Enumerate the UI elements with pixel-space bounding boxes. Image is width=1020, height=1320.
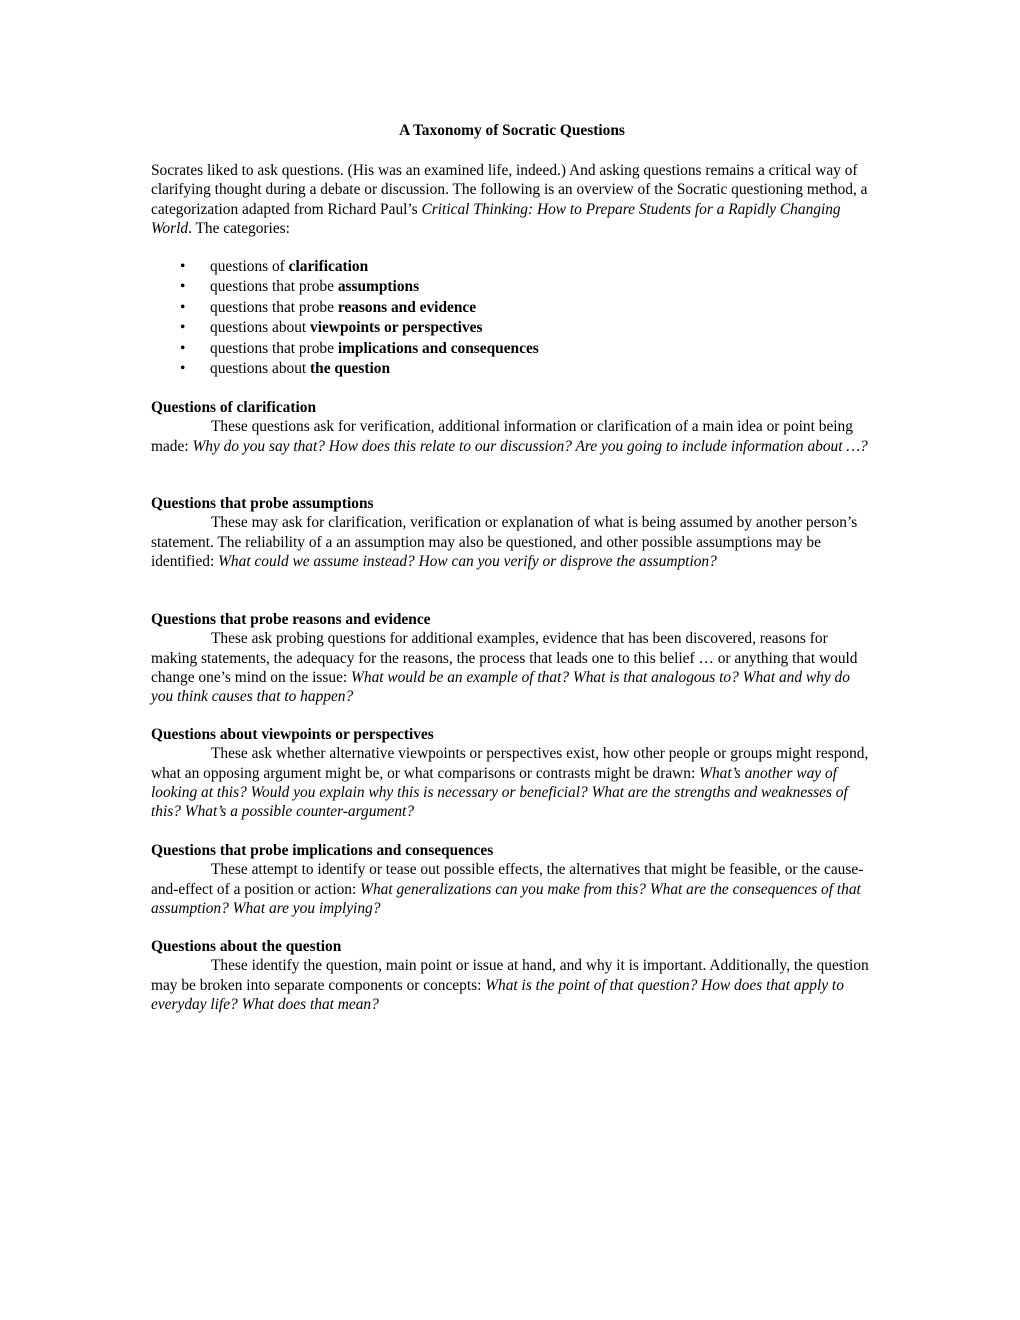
bullet-icon: • (180, 359, 186, 377)
section-examples: What’s another way of looking at this? Would you explain why this is necessary or beneficial? What are the strengths and weaknesses of this? What’s a possible counter-argument? (151, 764, 848, 821)
list-item-emphasis: assumptions (337, 278, 420, 296)
section-heading: Questions that probe implications and consequences (151, 842, 494, 859)
section-body (151, 417, 873, 456)
intro-text: Socrates liked to ask questions. (His was an examined life, indeed.) And asking questions remains a critical way of clarifying thought during a debate or discussion. The following is an overview of the Socratic questioning method, a categorization adapted from Richard Paul’s (151, 162, 868, 218)
bullet-icon: • (180, 258, 186, 275)
category-list (151, 257, 873, 379)
section-examples: What could we assume instead? How can you verify or disprove the assumption? (218, 552, 717, 570)
list-item-prefix: questions about (210, 359, 311, 377)
list-item-emphasis: viewpoints or perspectives (310, 319, 483, 337)
list-item (151, 359, 873, 379)
section-body (151, 860, 873, 918)
section-text: These ask probing questions for additional examples, evidence that has been discovered, reasons for making statements, the adequacy for the reasons, the process that leads one to this belief … or anything that would change one’s mind on the issue: (151, 630, 858, 686)
section-heading: Questions of clarification (151, 399, 317, 416)
bullet-icon: • (180, 319, 186, 337)
book-title: Critical Thinking: How to Prepare Students for a Rapidly Changing World (151, 200, 841, 237)
section-body (151, 956, 873, 1014)
list-item (151, 298, 873, 318)
intro-ending: . The categories: (188, 219, 290, 237)
section-viewpoints (151, 725, 873, 821)
section-body (151, 744, 873, 821)
section-body (151, 629, 873, 706)
list-item-emphasis: reasons and evidence (337, 298, 477, 316)
list-item-emphasis: implications and consequences (337, 339, 539, 357)
section-heading: Questions about the question (151, 938, 342, 955)
section-body (151, 513, 873, 571)
section-clarification (151, 398, 873, 456)
section-text: These attempt to identify or tease out possible effects, the alternatives that might be feasible, or the cause-and-effect of a position or action: (151, 861, 864, 898)
list-item-prefix: questions about (210, 319, 311, 337)
bullet-icon: • (180, 298, 186, 316)
section-heading: Questions that probe reasons and evidence (151, 611, 431, 628)
section-examples: What generalizations can you make from this? What are the consequences of that assumption? What are you implying? (151, 880, 861, 917)
bullet-icon: • (180, 278, 186, 296)
list-item-emphasis: clarification (288, 258, 369, 275)
section-examples: What would be an example of that? What is that analogous to? What and why do you think causes that to happen? (151, 668, 850, 706)
list-item (151, 339, 873, 359)
section-implications (151, 841, 873, 918)
section-heading: Questions about viewpoints or perspectives (151, 726, 434, 743)
section-assumptions (151, 494, 873, 571)
section-examples: Why do you say that? How does this relate to our discussion? Are you going to include information about …? (192, 437, 868, 455)
list-item-prefix: questions that probe (210, 278, 338, 296)
bullet-icon: • (180, 339, 186, 357)
document-title: A Taxonomy of Socratic Questions (399, 122, 625, 139)
intro-paragraph (151, 161, 873, 238)
section-text: These may ask for clarification, verification or explanation of what is being assumed by another person’s statement. The reliability of a an assumption may also be questioned, and other possible assumptions may be identified: (151, 514, 858, 570)
list-item-prefix: questions that probe (210, 298, 338, 316)
section-text: These questions ask for verification, additional information or clarification of a main idea or point being made: (151, 418, 853, 455)
section-question (151, 937, 873, 1014)
list-item-prefix: questions of (210, 258, 289, 275)
section-examples: What is the point of that question? How does that apply to everyday life? What does that mean? (151, 976, 844, 1013)
list-item (151, 257, 873, 277)
list-item (151, 318, 873, 338)
section-heading: Questions that probe assumptions (151, 495, 374, 512)
list-item-emphasis: the question (310, 359, 391, 377)
section-reasons-evidence (151, 610, 873, 706)
section-text: These identify the question, main point or issue at hand, and why it is important. Additionally, the question may be broken into separate components or concepts: (151, 957, 869, 994)
section-text: These ask whether alternative viewpoints or perspectives exist, how other people or groups might respond, what an opposing argument might be, or what comparisons or contrasts might be drawn: (151, 745, 869, 782)
list-item-prefix: questions that probe (210, 339, 338, 357)
list-item (151, 277, 873, 297)
